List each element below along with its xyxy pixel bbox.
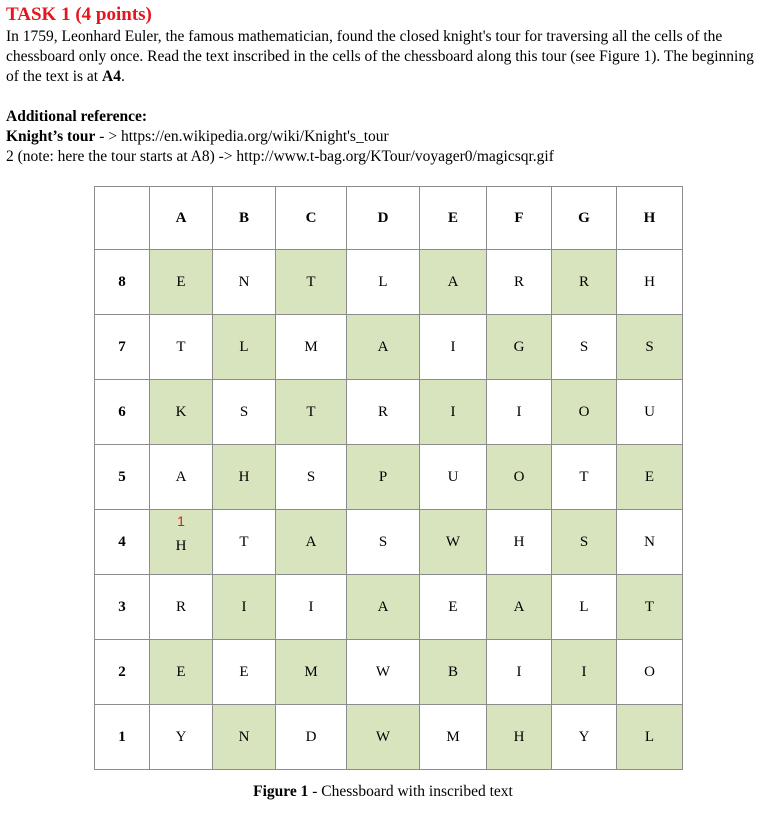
- figure-label: Figure 1: [253, 783, 309, 800]
- cell-g5: [552, 445, 617, 510]
- cell-h1: [617, 705, 683, 770]
- cell-b2: [213, 640, 276, 705]
- cell-h3: [617, 575, 683, 640]
- cell-letter: L: [239, 338, 249, 355]
- cell-d2: [347, 640, 420, 705]
- cell-letter: S: [239, 403, 249, 420]
- cell-c2: [276, 640, 347, 705]
- cell-g6: [552, 380, 617, 445]
- cell-letter: R: [377, 403, 388, 420]
- cell-letter: G: [513, 338, 525, 355]
- column-header-e: E: [420, 187, 487, 250]
- cell-d5: [347, 445, 420, 510]
- cell-letter: S: [645, 338, 654, 355]
- cell-g8: [552, 250, 617, 315]
- cell-letter: H: [513, 533, 525, 550]
- cell-letter: E: [176, 663, 186, 680]
- wikipedia-link[interactable]: - > https://en.wikipedia.org/wiki/Knight's_tour: [95, 128, 389, 145]
- cell-c1: [276, 705, 347, 770]
- cell-b8: [213, 250, 276, 315]
- cell-letter: E: [239, 663, 249, 680]
- cell-d7: [347, 315, 420, 380]
- cell-letter: T: [306, 273, 316, 290]
- cell-e4: [420, 510, 487, 575]
- board-corner: [95, 187, 150, 250]
- cell-f6: [487, 380, 552, 445]
- cell-h5: [617, 445, 683, 510]
- cell-b4: [213, 510, 276, 575]
- cell-letter: D: [305, 728, 317, 745]
- cell-f1: [487, 705, 552, 770]
- cell-d8: [347, 250, 420, 315]
- cell-f4: [487, 510, 552, 575]
- cell-letter: I: [581, 663, 587, 680]
- cell-d3: [347, 575, 420, 640]
- cell-b1: [213, 705, 276, 770]
- cell-e6: [420, 380, 487, 445]
- description-text: In 1759, Leonhard Euler, the famous mathematician, found the closed knight's tour for traversing all the cells of the chessboard only once. Read the text inscribed in the cells of the chessboard along this tour (see Figure 1). The beginning of the text is at: [6, 28, 754, 85]
- cell-g7: [552, 315, 617, 380]
- cell-letter: L: [378, 273, 388, 290]
- cell-b6: [213, 380, 276, 445]
- cell-d6: [347, 380, 420, 445]
- cell-letter: T: [176, 338, 186, 355]
- cell-a2: [150, 640, 213, 705]
- cell-b3: [213, 575, 276, 640]
- reference-line-1: [6, 127, 389, 147]
- cell-d1: [347, 705, 420, 770]
- cell-letter: A: [377, 338, 389, 355]
- cell-g4: [552, 510, 617, 575]
- cell-letter: I: [516, 403, 522, 420]
- row-header-1: 1: [95, 705, 150, 770]
- cell-c4: [276, 510, 347, 575]
- cell-letter: L: [579, 598, 589, 615]
- reference-line-2[interactable]: 2 (note: here the tour starts at A8) -> http://www.t-bag.org/KTour/voyager0/magicsqr.gif: [6, 148, 554, 165]
- column-header-b: B: [213, 187, 276, 250]
- cell-h8: [617, 250, 683, 315]
- column-header-a: A: [150, 187, 213, 250]
- cell-letter: N: [644, 533, 655, 550]
- chessboard: [94, 186, 683, 770]
- cell-letter: A: [447, 273, 459, 290]
- cell-letter: A: [377, 598, 389, 615]
- cell-letter: U: [644, 403, 655, 420]
- row-header-6: 6: [95, 380, 150, 445]
- cell-letter: H: [513, 728, 525, 745]
- cell-h7: [617, 315, 683, 380]
- cell-letter: R: [513, 273, 524, 290]
- cell-letter: S: [579, 338, 589, 355]
- cell-letter: I: [450, 403, 456, 420]
- cell-letter: T: [644, 598, 655, 615]
- cell-letter: E: [176, 273, 186, 290]
- row-header-7: 7: [95, 315, 150, 380]
- cell-letter: Y: [578, 728, 590, 745]
- cell-d4: [347, 510, 420, 575]
- row-header-4: 4: [95, 510, 150, 575]
- cell-e8: [420, 250, 487, 315]
- cell-a4: [150, 510, 213, 575]
- cell-g2: [552, 640, 617, 705]
- cell-letter: W: [375, 663, 391, 680]
- cell-letter: A: [305, 533, 317, 550]
- cell-c5: [276, 445, 347, 510]
- column-header-g: G: [552, 187, 617, 250]
- cell-c8: [276, 250, 347, 315]
- cell-letter: S: [306, 468, 316, 485]
- cell-letter: H: [175, 537, 187, 554]
- cell-letter: W: [375, 728, 391, 745]
- start-cell: A4: [102, 68, 121, 85]
- cell-letter: P: [378, 468, 388, 485]
- cell-h6: [617, 380, 683, 445]
- cell-a6: [150, 380, 213, 445]
- cell-letter: I: [516, 663, 522, 680]
- cell-e5: [420, 445, 487, 510]
- cell-c7: [276, 315, 347, 380]
- cell-f8: [487, 250, 552, 315]
- cell-letter: I: [450, 338, 456, 355]
- column-header-c: C: [276, 187, 347, 250]
- cell-b5: [213, 445, 276, 510]
- cell-letter: M: [446, 728, 460, 745]
- cell-letter: T: [579, 468, 589, 485]
- cell-g3: [552, 575, 617, 640]
- cell-letter: A: [513, 598, 525, 615]
- cell-h2: [617, 640, 683, 705]
- knights-tour-label: Knight’s tour: [6, 128, 96, 145]
- cell-f3: [487, 575, 552, 640]
- cell-letter: R: [578, 273, 589, 290]
- cell-letter: U: [447, 468, 459, 485]
- cell-g1: [552, 705, 617, 770]
- row-header-8: 8: [95, 250, 150, 315]
- reference-heading: Additional reference:: [6, 108, 148, 125]
- cell-letter: E: [644, 468, 655, 485]
- cell-letter: K: [175, 403, 187, 420]
- cell-a7: [150, 315, 213, 380]
- cell-c3: [276, 575, 347, 640]
- cell-letter: I: [308, 598, 314, 615]
- cell-letter: M: [304, 338, 318, 355]
- cell-letter: I: [241, 598, 247, 615]
- cell-letter: B: [447, 663, 458, 680]
- cell-a5: [150, 445, 213, 510]
- cell-e3: [420, 575, 487, 640]
- cell-letter: H: [644, 273, 655, 290]
- cell-letter: O: [513, 468, 525, 485]
- caption-text: - Chessboard with inscribed text: [308, 783, 513, 800]
- row-header-3: 3: [95, 575, 150, 640]
- cell-letter: L: [644, 728, 655, 745]
- cell-f7: [487, 315, 552, 380]
- cell-letter: O: [578, 403, 590, 420]
- cell-letter: R: [175, 598, 186, 615]
- column-header-f: F: [487, 187, 552, 250]
- cell-letter: M: [304, 663, 318, 680]
- cell-f2: [487, 640, 552, 705]
- cell-a8: [150, 250, 213, 315]
- row-header-2: 2: [95, 640, 150, 705]
- cell-b7: [213, 315, 276, 380]
- cell-c6: [276, 380, 347, 445]
- cell-e7: [420, 315, 487, 380]
- column-header-h: H: [617, 187, 683, 250]
- cell-letter: S: [579, 533, 589, 550]
- cell-e2: [420, 640, 487, 705]
- cell-letter: T: [239, 533, 249, 550]
- cell-e1: [420, 705, 487, 770]
- cell-letter: A: [175, 468, 187, 485]
- cell-letter: S: [378, 533, 388, 550]
- cell-letter: T: [306, 403, 316, 420]
- column-header-d: D: [347, 187, 420, 250]
- description-end: .: [120, 68, 125, 85]
- cell-letter: N: [238, 273, 250, 290]
- cell-f5: [487, 445, 552, 510]
- row-header-5: 5: [95, 445, 150, 510]
- cell-a1: [150, 705, 213, 770]
- cell-letter: E: [448, 598, 458, 615]
- cell-letter: W: [445, 533, 461, 550]
- cell-letter: H: [238, 468, 250, 485]
- cell-h4: [617, 510, 683, 575]
- cell-letter: O: [644, 663, 655, 680]
- figure-caption: [0, 783, 766, 801]
- cell-letter: N: [238, 728, 250, 745]
- cell-letter: Y: [175, 728, 187, 745]
- task-title: TASK 1 (4 points): [6, 4, 152, 25]
- task-description: [6, 27, 756, 87]
- cell-a3: [150, 575, 213, 640]
- start-marker: 1: [177, 513, 185, 529]
